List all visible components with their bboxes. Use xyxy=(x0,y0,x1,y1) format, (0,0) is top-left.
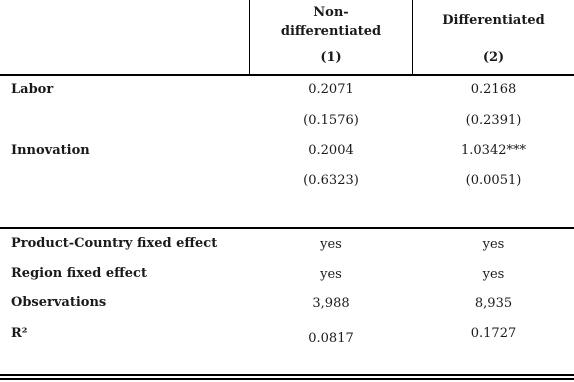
observations-label: Observations xyxy=(11,295,107,310)
region-fe-col1: yes xyxy=(320,267,342,282)
labor-label: Labor xyxy=(11,82,54,97)
innovation-col1-se: (0.6323) xyxy=(303,173,359,188)
col2-number: (2) xyxy=(482,50,505,65)
col2-title: Differentiated xyxy=(442,13,545,28)
labor-col2-se: (0.2391) xyxy=(465,113,522,128)
bottom-rule-bottom xyxy=(0,378,574,380)
product-country-fe-col2: yes xyxy=(482,237,505,252)
col1-title-line2: differentiated xyxy=(280,24,382,39)
mid-rule xyxy=(0,227,574,229)
region-fe-col2: yes xyxy=(482,267,505,282)
r2-col1: 0.0817 xyxy=(308,331,354,346)
observations-col2: 8,935 xyxy=(474,296,513,311)
product-country-fe-label: Product-Country fixed effect xyxy=(11,236,218,251)
bottom-rule-top xyxy=(0,374,574,376)
observations-col1: 3,988 xyxy=(312,296,350,311)
labor-col2: 0.2168 xyxy=(470,82,517,97)
labor-col1-se: (0.1576) xyxy=(303,113,359,128)
product-country-fe-col1: yes xyxy=(320,237,342,252)
r2-label: R² xyxy=(11,326,28,341)
header-rule xyxy=(0,74,574,76)
innovation-label: Innovation xyxy=(11,143,90,158)
innovation-col1: 0.2004 xyxy=(308,143,354,158)
innovation-col2-se: (0.0051) xyxy=(465,173,522,188)
col1-title-line1: Non- xyxy=(313,5,349,20)
col1-number: (1) xyxy=(320,50,342,65)
innovation-col2: 1.0342*** xyxy=(461,143,526,158)
labor-col1: 0.2071 xyxy=(308,82,354,97)
region-fe-label: Region fixed effect xyxy=(11,266,147,281)
r2-col2: 0.1727 xyxy=(470,326,517,341)
